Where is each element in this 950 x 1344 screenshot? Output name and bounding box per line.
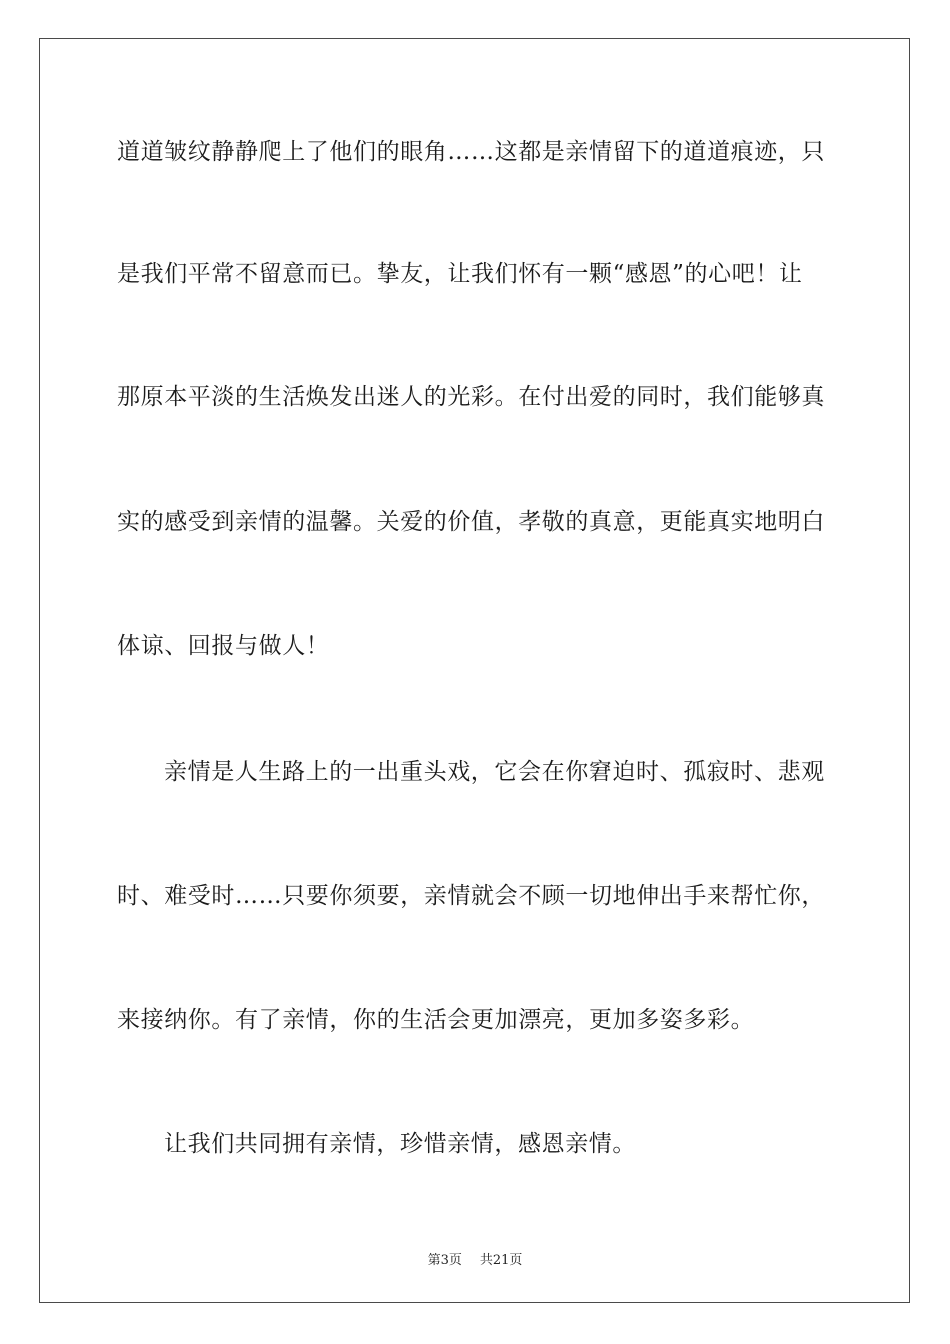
- text-line-5: 体谅、回报与做人！: [117, 633, 330, 659]
- page-number: 第3页: [427, 1253, 462, 1268]
- text-line-3: 那原本平淡的生活焕发出迷人的光彩。在付出爱的同时，我们能够真: [117, 384, 825, 410]
- text-line-8: 来接纳你。有了亲情，你的生活会更加漂亮，更加多姿多彩。: [117, 1007, 755, 1033]
- text-line-4: 实的感受到亲情的温馨。关爱的价值，孝敬的真意，更能真实地明白: [117, 509, 825, 535]
- text-line-6: 亲情是人生路上的一出重头戏，它会在你窘迫时、孤寂时、悲观: [164, 759, 825, 785]
- text-line-2: 是我们平常不留意而已。挚友，让我们怀有一颗“感恩”的心吧！让: [117, 261, 803, 287]
- page-footer: [0, 1249, 950, 1268]
- page-total: 共21页: [479, 1253, 523, 1268]
- text-line-7: 时、难受时……只要你须要，亲情就会不顾一切地伸出手来帮忙你，: [117, 883, 825, 909]
- page-frame: [39, 38, 910, 1303]
- text-line-1: 道道皱纹静静爬上了他们的眼角……这都是亲情留下的道道痕迹，只: [117, 139, 825, 165]
- text-line-9: 让我们共同拥有亲情，珍惜亲情，感恩亲情。: [164, 1131, 636, 1157]
